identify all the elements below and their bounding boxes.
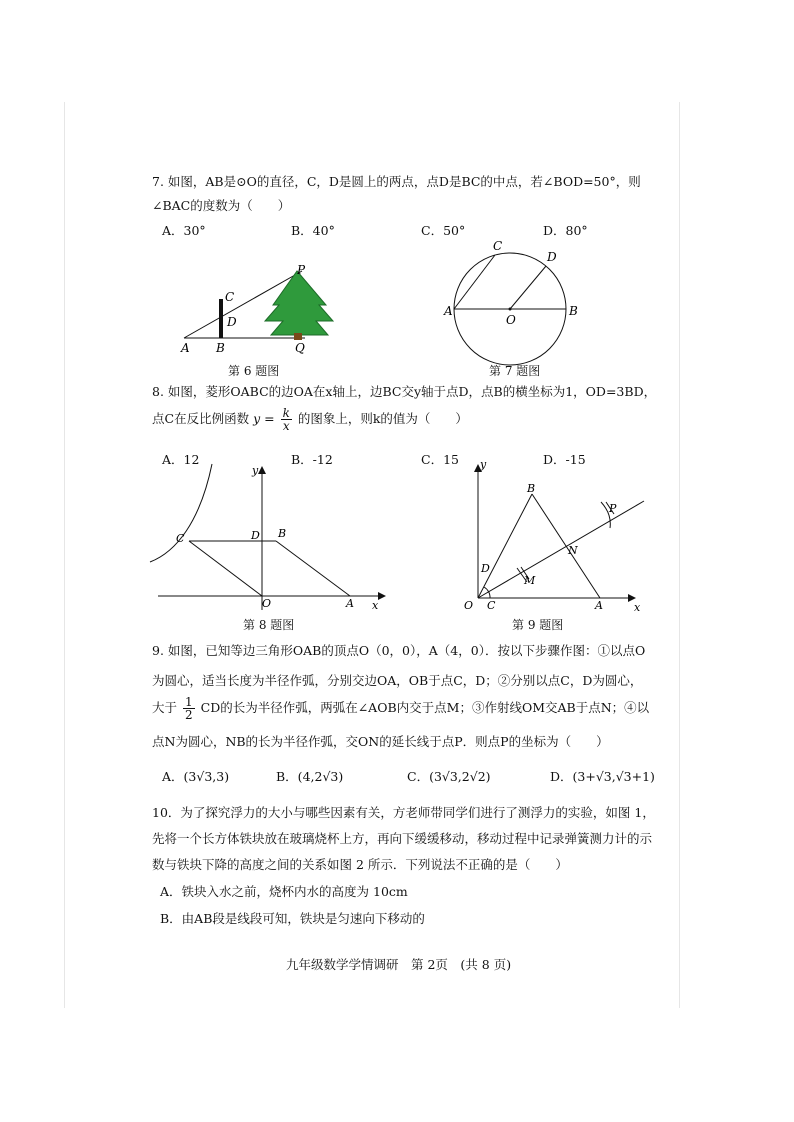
q7-line1: 7. 如图，AB是⊙O的直径，C，D是圆上的两点，点D是BC的中点，若∠BOD=50°，则 — [152, 174, 641, 189]
q8-option-a: A．12 — [162, 452, 200, 467]
q7-option-b: B．40° — [291, 223, 335, 238]
q10-line2: 先将一个长方体铁块放在玻璃烧杯上方，再向下缓缓移动，移动过程中记录弹簧测力计的示 — [152, 831, 653, 846]
q8-line1: 8. 如图，菱形OABC的边OA在x轴上，边BC交y轴于点D，点B的横坐标为1，OD=3BD， — [152, 384, 657, 399]
fig6-label-a: A — [181, 341, 190, 355]
fig8-caption: 第 8 题图 — [243, 618, 295, 632]
fig8-label-a: A — [346, 597, 354, 610]
q9-option-a: A．(3√3,3) — [162, 769, 230, 784]
q9-line3 — [152, 694, 649, 722]
figure-7 — [440, 238, 590, 368]
q9-line3-post: CD的长为半径作弧，两弧在∠AOB内交于点M；③作射线OM交AB于点N；④以 — [200, 700, 650, 715]
q8-option-b: B．-12 — [291, 452, 333, 467]
page-footer: 九年级数学学情调研 第 2页 (共 8 页) — [286, 957, 512, 972]
q8-eq-y: y = — [253, 411, 275, 426]
q9-half-den: 2 — [185, 708, 193, 722]
q9-option-d: D．(3+√3,√3+1) — [550, 769, 655, 784]
fig8-label-o: O — [262, 597, 272, 610]
q9-line2: 为圆心，适当长度为半径作弧，分别交边OA，OB于点C，D；②分别以点C，D为圆心， — [152, 673, 643, 688]
fig9-label-m: M — [524, 574, 536, 587]
q8-fraction — [281, 407, 292, 432]
q7-option-d: D．80° — [543, 223, 588, 238]
q9-half-fraction — [183, 696, 195, 721]
q9-line3-pre: 大于 — [152, 700, 178, 715]
fig9-label-p: P — [609, 502, 617, 515]
fig7-label-d: D — [547, 250, 557, 264]
fig9-label-y: y — [480, 458, 487, 471]
fig6-label-d: D — [227, 315, 237, 329]
fig7-label-a: A — [444, 304, 453, 318]
fig9-caption: 第 9 题图 — [512, 618, 564, 632]
q9-half-num: 1 — [185, 695, 193, 709]
fig9-label-c: C — [487, 599, 496, 612]
fig9-label-a: A — [595, 599, 603, 612]
q7-option-a: A．30° — [162, 223, 206, 238]
figure-6 — [170, 255, 340, 355]
fig9-label-n: N — [568, 544, 578, 557]
fig7-label-b: B — [569, 304, 578, 318]
q10-option-a: A．铁块入水之前，烧杯内水的高度为 10cm — [160, 884, 408, 899]
q9-line4: 点N为圆心，NB的长为半径作弧，交ON的延长线于点P．则点P的坐标为（ ） — [152, 734, 609, 749]
fig8-label-x: x — [372, 599, 379, 612]
fig6-label-q: Q — [295, 341, 305, 355]
q8-frac-den: x — [282, 419, 290, 433]
q10-line3: 数与铁块下降的高度之间的关系如图 2 所示．下列说法不正确的是（ ） — [152, 857, 568, 872]
fig9-label-o: O — [464, 599, 474, 612]
q10-line1: 10．为了探究浮力的大小与哪些因素有关，方老师带同学们进行了测浮力的实验，如图 1， — [152, 805, 655, 820]
q7-option-c: C．50° — [421, 223, 466, 238]
q10-option-b: B．由AB段是线段可知，铁块是匀速向下移动的 — [160, 911, 425, 926]
fig7-label-o: O — [506, 313, 516, 327]
fig9-label-x: x — [634, 601, 641, 614]
q7-line2: ∠BAC的度数为（ ） — [152, 198, 291, 213]
figure-8 — [148, 462, 398, 614]
fig6-label-c: C — [225, 290, 235, 304]
fig8-label-b: B — [278, 527, 287, 540]
q9-option-b: B．(4,2√3) — [276, 769, 344, 784]
fig6-caption: 第 6 题图 — [228, 364, 280, 378]
q8-line2 — [152, 406, 468, 432]
q8-option-c: C．15 — [421, 452, 459, 467]
fig7-caption: 第 7 题图 — [489, 364, 541, 378]
fig8-label-d: D — [251, 529, 260, 542]
fig9-label-d: D — [481, 562, 490, 575]
fig8-label-c: C — [176, 532, 185, 545]
q8-frac-num: k — [282, 406, 290, 420]
fig7-label-c: C — [493, 239, 503, 253]
fig6-label-b: B — [216, 341, 225, 355]
q9-line1: 9. 如图，已知等边三角形OAB的顶点O（0，0），A（4，0）．按以下步骤作图：①以点O — [152, 643, 646, 658]
fig6-label-p: P — [297, 263, 306, 277]
q8-line2-pre: 点C在反比例函数 — [152, 411, 250, 426]
q8-line2-post: 的图象上，则k的值为（ ） — [297, 411, 468, 426]
fig9-label-b: B — [527, 482, 536, 495]
figure-9 — [460, 456, 646, 614]
q8-option-d: D．-15 — [543, 452, 586, 467]
q9-option-c: C．(3√3,2√2) — [407, 769, 491, 784]
fig8-label-y: y — [252, 464, 259, 477]
